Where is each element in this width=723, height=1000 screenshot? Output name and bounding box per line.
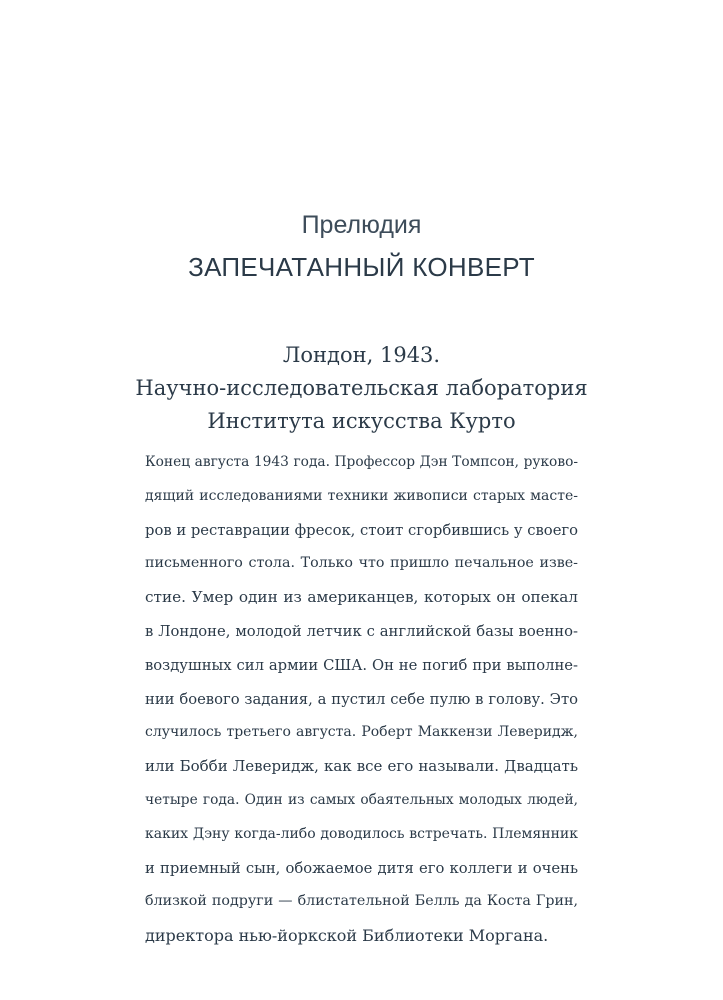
location-line-laboratory: Научно-исследовательская лаборатория [135, 376, 588, 400]
body-line: письменного стола. Только что пришло печальное изве- [145, 555, 578, 572]
body-line: близкой подруги — блистательной Белль да Коста Грин, [145, 893, 578, 910]
body-line: случилось третьего августа. Роберт Маккензи Леверидж, [145, 724, 578, 741]
body-line: дящий исследованиями техники живописи старых масте- [145, 487, 578, 504]
body-line: воздушных сил армии США. Он не погиб при выполне- [145, 656, 578, 674]
body-line: нии боевого задания, а пустил себе пулю в голову. Это [145, 690, 578, 708]
body-line: и приемный сын, обожаемое дитя его коллеги и очень [145, 859, 578, 877]
body-line: стие. Умер один из американцев, которых он опекал [145, 588, 578, 607]
chapter-title: ЗАПЕЧАТАННЫЙ КОНВЕРТ [188, 252, 535, 282]
body-line: директора нью-йоркской Библиотеки Моргана. [145, 926, 549, 946]
location-line-institute: Института искусства Курто [207, 409, 516, 433]
chapter-kicker: Прелюдия [301, 211, 422, 239]
body-line: в Лондоне, молодой летчик с английской базы военно- [145, 622, 578, 640]
body-line: или Бобби Леверидж, как все его называли. Двадцать [145, 757, 578, 776]
body-paragraph [145, 446, 578, 953]
body-line: Конец августа 1943 года. Профессор Дэн Томпсон, руково- [145, 454, 578, 470]
body-line: четыре года. Один из самых обаятельных молодых людей, [145, 791, 578, 808]
location-heading [0, 339, 723, 438]
body-line: каких Дэну когда-либо доводилось встречать. Племянник [145, 825, 578, 842]
body-line: ров и реставрации фресок, стоит сгорбившись у своего [145, 521, 579, 539]
location-line-city: Лондон, 1943. [282, 343, 441, 367]
